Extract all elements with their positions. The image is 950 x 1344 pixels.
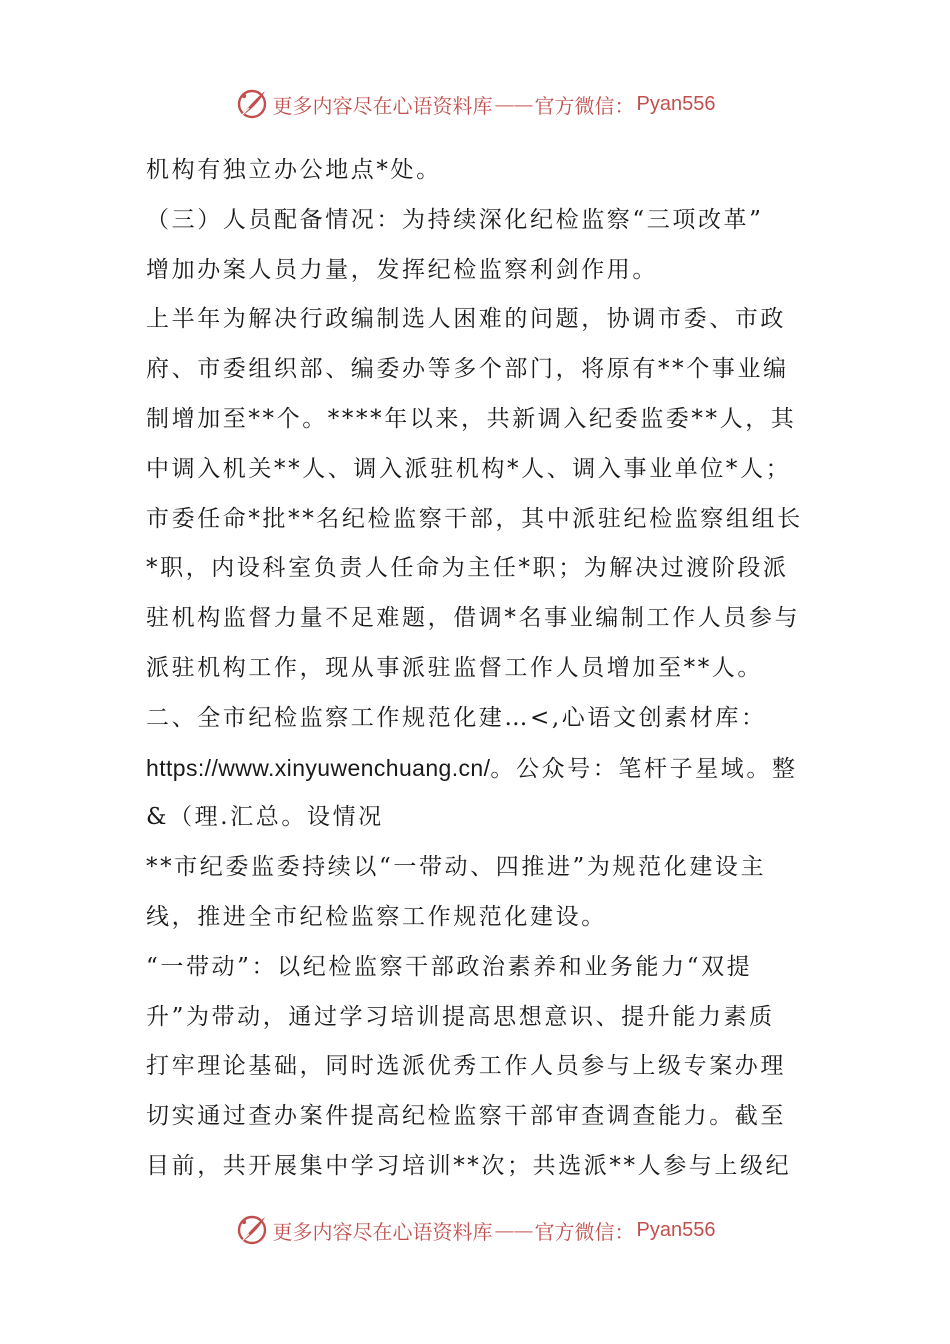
body-line: 线，推进全市纪检监察工作规范化建设。 <box>146 903 607 930</box>
banner-text: 更多内容尽在心语资料库 <box>272 1219 493 1244</box>
body-line: 目前，共开展集中学习培训**次；共选派**人参与上级纪 <box>146 1152 792 1179</box>
banner-wechat-id: Pyan556 <box>636 1218 716 1241</box>
url-line-suffix: 。公众号：笔杆子星域。整 <box>490 755 798 782</box>
quill-logo-icon <box>235 87 269 121</box>
footer-banner <box>0 1210 950 1250</box>
body-line: *职，内设科室负责人任命为主任*职；为解决过渡阶段派 <box>146 555 789 582</box>
banner-text: 更多内容尽在心语资料库 <box>272 93 493 118</box>
body-line: 市委任命*批**名纪检监察干部，其中派驻纪检监察组组长 <box>146 505 803 532</box>
website-link[interactable]: https://www.xinyuwenchuang.cn/ <box>146 754 491 781</box>
banner-wechat-id: Pyan556 <box>636 92 716 115</box>
body-line: 增加办案人员力量，发挥纪检监察利剑作用。 <box>146 256 658 283</box>
body-line: 派驻机构工作，现从事派驻监督工作人员增加至**人。 <box>146 654 763 681</box>
body-line: “一带动”：以纪检监察干部政治素养和业务能力“双提 <box>146 953 753 980</box>
body-line: （三）人员配备情况：为持续深化纪检监察“三项改革” <box>146 206 764 233</box>
body-line: 府、市委组织部、编委办等多个部门，将原有**个事业编 <box>146 356 789 383</box>
body-line: 打牢理论基础，同时选派优秀工作人员参与上级专案办理 <box>146 1053 786 1080</box>
body-line: &（理.汇总。设情况 <box>146 804 384 831</box>
body-line: 上半年为解决行政编制选人困难的问题，协调市委、市政 <box>146 306 786 333</box>
body-line-url <box>146 744 810 794</box>
body-line: 机构有独立办公地点*处。 <box>146 157 442 183</box>
document-body <box>146 146 810 1192</box>
header-banner <box>0 84 950 124</box>
body-line: 驻机构监督力量不足难题，借调*名事业编制工作人员参与 <box>146 605 801 632</box>
banner-label: 官方微信： <box>534 93 635 118</box>
body-line: 二、全市纪检监察工作规范化建…<,心语文创素材库： <box>146 704 767 731</box>
body-line: 切实通过查办案件提高纪检监察干部审查调查能力。截至 <box>146 1103 786 1130</box>
body-line: **市纪委监委持续以“一带动、四推进”为规范化建设主 <box>146 854 767 881</box>
body-line: 升”为带动，通过学习培训提高思想意识、提升能力素质 <box>146 1003 775 1030</box>
body-line: 中调入机关**人、调入派驻机构*人、调入事业单位*人； <box>146 455 792 482</box>
banner-separator: —— <box>494 92 533 116</box>
quill-logo-icon <box>235 1213 269 1247</box>
banner-separator: —— <box>494 1218 533 1242</box>
banner-label: 官方微信： <box>534 1219 635 1244</box>
body-line: 制增加至**个。****年以来，共新调入纪委监委**人，其 <box>146 405 797 432</box>
